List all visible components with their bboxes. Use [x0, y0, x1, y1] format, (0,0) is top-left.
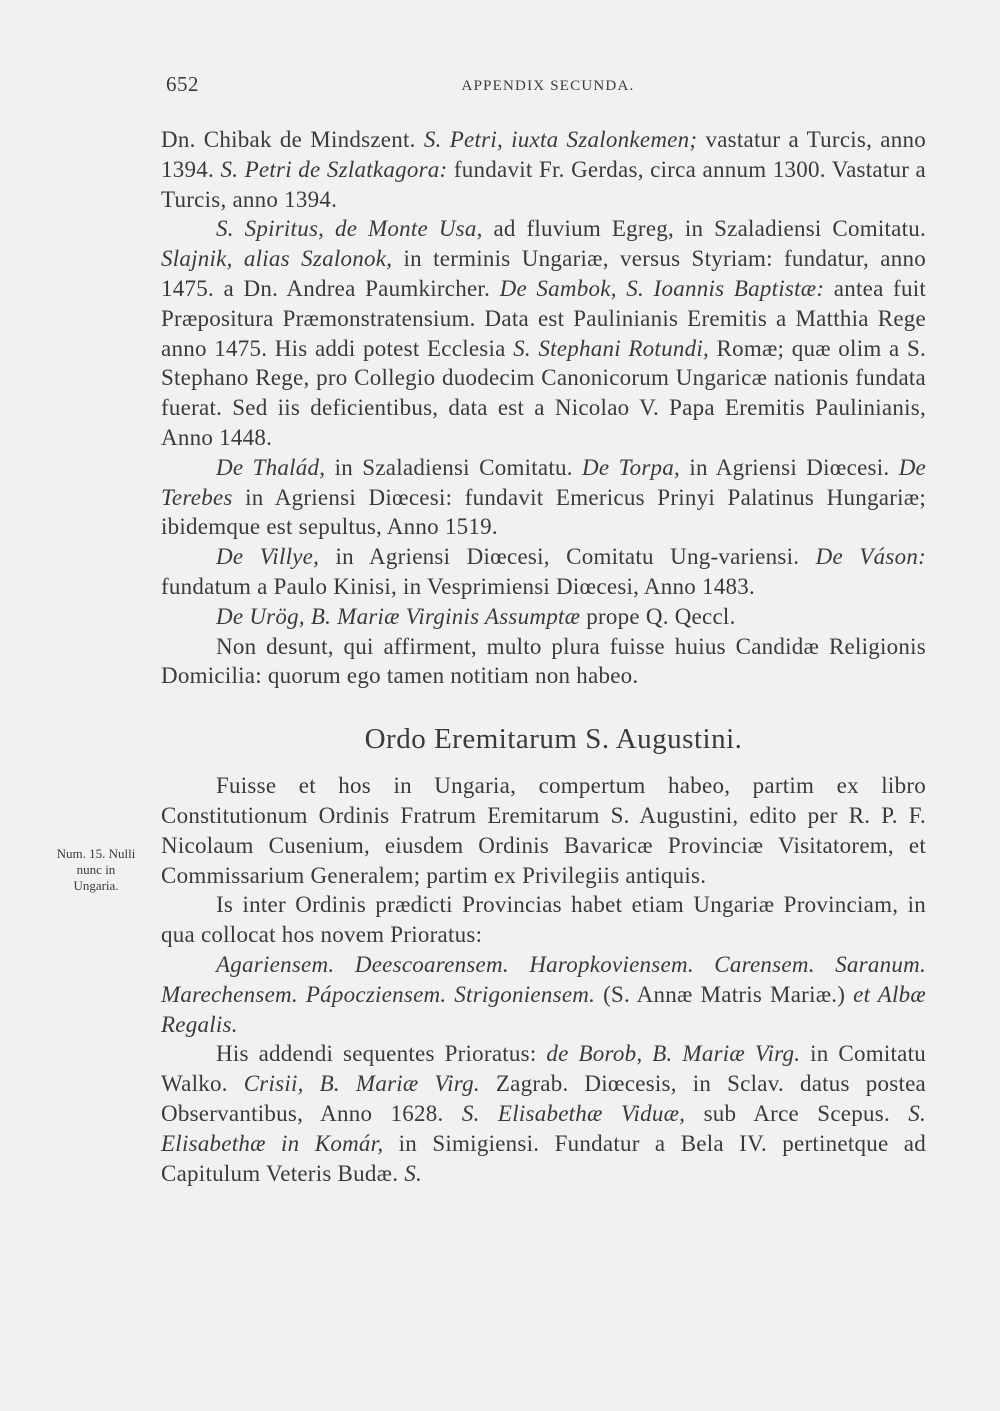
- text-run: in Agriensi Diœcesi, Comitatu Ung-variensi.: [319, 544, 816, 570]
- text-run: ad fluvium Egreg, in Szaladiensi Comitatu.: [482, 216, 926, 242]
- italic-run: S. Elisabethæ Viduæ,: [461, 1100, 686, 1126]
- italic-run: De Terebes: [161, 454, 927, 510]
- text-run: Romæ; quæ olim a S. Stephano Rege, pro Collegio duodecim Canonicorum Ungaricæ nationis fundata fuerat. Sed iis deficientibus, data est a Nicolao V. Papa Eremitis Paulinianis, Anno 1448.: [161, 335, 926, 450]
- text-run: Fuisse et hos in Ungaria, compertum habeo, partim ex libro Constitutionum Ordinis Fratrum Eremitarum S. Augustini, edito per R. P. F. Nicolaum Cusenium, eiusdem Ordinis Bavaricæ Provinciæ Visitatorem, et Commissarium Generalem; partim ex Privilegiis antiquis.: [161, 773, 926, 888]
- italic-run: Agariensem. Deescoarensem. Haropkoviensem. Carensem. Saranum. Marechensem. Pápocziensem. Strigoniensem.: [161, 951, 926, 1007]
- italic-run: S. Elisabethæ in Komár,: [161, 1100, 927, 1156]
- text-run: in terminis Ungariæ, versus Styriam: fundatur, anno 1475. a Dn. Andrea Paumkircher.: [161, 246, 926, 301]
- text-run: in Comitatu Walko.: [161, 1041, 926, 1097]
- paragraph-spiritus: [161, 214, 926, 452]
- text-run: Zagrab. Diœcesis, in Sclav. datus postea Observantibus, Anno 1628.: [161, 1071, 927, 1126]
- text-run: Is inter Ordinis prædicti Provincias habet etiam Ungariæ Provinciam, in qua collocat hos novem Prioratus:: [161, 892, 926, 948]
- marginal-note-line: Num. 15. Nulli: [56, 846, 136, 861]
- text-run: Non desunt, qui affirment, multo plura fuisse huius Candidæ Religionis Domicilia: quorum ego tamen notitiam non habeo.: [161, 633, 926, 689]
- marginal-note-line: Ungaria.: [73, 878, 119, 893]
- paragraph-is-inter: [161, 890, 926, 950]
- italic-run: Crisii, B. Mariæ Virg.: [243, 1071, 480, 1097]
- page-number: 652: [166, 72, 199, 96]
- text-run: in Szaladiensi Comitatu.: [325, 454, 583, 480]
- text-run: prope Q. Qeccl.: [580, 603, 736, 629]
- text-run: in Agriensi Diœcesi.: [680, 454, 899, 480]
- italic-run: S.: [404, 1160, 422, 1186]
- text-run: Dn. Chibak de Mindszent.: [161, 127, 424, 152]
- paragraph-non-desunt: [161, 632, 926, 692]
- paragraph-fuisse: [161, 771, 926, 890]
- text-run: His addendi sequentes Prioratus:: [216, 1041, 547, 1067]
- text-run: in Simigiensi. Fundatur a Bela IV. pertinetque ad Capitulum Veteris Budæ.: [161, 1130, 926, 1186]
- paragraph-chibak: [161, 125, 926, 214]
- paragraph-villye: [161, 542, 926, 602]
- section-title: Ordo Eremitarum S. Augustini.: [364, 723, 743, 756]
- paragraph-urog: [161, 602, 926, 632]
- italic-run: De Thalád,: [216, 454, 326, 480]
- italic-run: S. Petri de Szlatkagora:: [220, 156, 448, 182]
- paragraph-priories-list: [161, 950, 926, 1039]
- italic-run: De Torpa,: [582, 454, 681, 480]
- text-run: fundatum a Paulo Kinisi, in Vesprimiensi Diœcesi, Anno 1483.: [161, 573, 756, 599]
- running-head: APPENDIX SECUNDA.: [461, 78, 635, 94]
- text-run: fundavit Fr. Gerdas, circa annum 1300. Vastatur a Turcis, anno 1394.: [161, 156, 927, 212]
- italic-run: S. Stephani Rotundi,: [513, 335, 709, 361]
- paragraph-thalad: [161, 453, 926, 542]
- text-run: vastatur a Turcis, anno 1394.: [161, 127, 926, 182]
- italic-run: De Sambok, S. Ioannis Baptistæ:: [499, 275, 825, 301]
- text-run: (S. Annæ Matris Mariæ.): [595, 981, 854, 1007]
- marginal-note: [38, 846, 154, 894]
- marginal-note-line: nunc in: [76, 862, 116, 877]
- main-text: [161, 125, 926, 1188]
- italic-run: de Borob, B. Mariæ Virg.: [546, 1041, 801, 1067]
- italic-run: De Váson:: [815, 544, 926, 570]
- paragraph-his-addendi: [161, 1039, 926, 1188]
- italic-run: et Albæ Regalis.: [161, 981, 927, 1037]
- italic-run: De Urög, B. Mariæ Virginis Assumptæ: [216, 603, 581, 629]
- italic-run: De Villye,: [216, 544, 320, 570]
- text-run: in Agriensi Diœcesi: fundavit Emericus Prinyi Palatinus Hungariæ; ibidemque est sepultus, Anno 1519.: [161, 484, 926, 540]
- italic-run: S. Petri, iuxta Szalonkemen;: [423, 127, 698, 152]
- text-run: antea fuit Præpositura Præmonstratensium. Data est Paulinianis Eremitis a Matthia Rege anno 1475. His addi potest Ecclesia: [161, 275, 926, 361]
- text-run: sub Arce Scepus.: [685, 1100, 909, 1126]
- italic-run: Slajnik, alias Szalonok,: [161, 246, 393, 272]
- italic-run: S. Spiritus, de Monte Usa,: [216, 216, 483, 242]
